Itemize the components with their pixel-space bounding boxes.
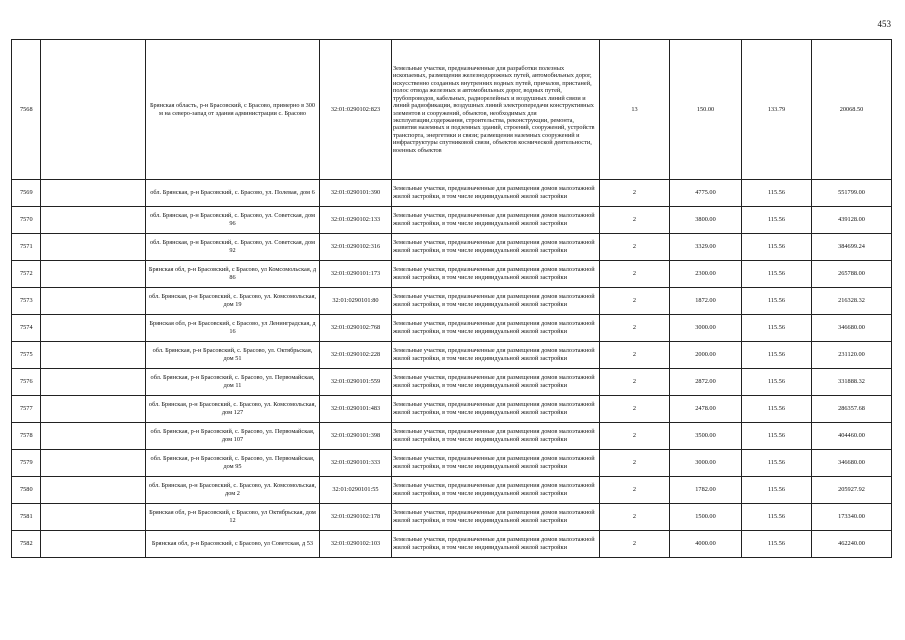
empty-cell <box>41 234 146 261</box>
area-cell: 4000.00 <box>670 531 742 558</box>
area-cell: 1782.00 <box>670 477 742 504</box>
empty-cell <box>41 180 146 207</box>
row-number-cell: 7569 <box>12 180 41 207</box>
cadastral-value-cell: 439128.00 <box>812 207 892 234</box>
cadastral-value-cell: 346680.00 <box>812 450 892 477</box>
area-cell: 3800.00 <box>670 207 742 234</box>
cadastral-number-cell: 32:01:0290102:823 <box>320 40 392 180</box>
cadastral-value-cell: 231120.00 <box>812 342 892 369</box>
area-cell: 2872.00 <box>670 369 742 396</box>
cadastral-number-cell: 32:01:0290101:398 <box>320 423 392 450</box>
cadastral-number-cell: 32:01:0290102:133 <box>320 207 392 234</box>
address-cell: Брянская область, р-н Брасовский, с Брасово, примерно в 300 м на северо-запад от здания администрации с. Брасово <box>146 40 320 180</box>
category-code-cell: 2 <box>600 234 670 261</box>
category-code-cell: 2 <box>600 369 670 396</box>
address-cell: обл. Брянская, р-н Брасовский, с. Брасово, ул. Комсомольская, дом 2 <box>146 477 320 504</box>
category-code-cell: 2 <box>600 207 670 234</box>
address-cell: обл. Брянская, р-н Брасовский, с. Брасово, ул. Полевая, дом 6 <box>146 180 320 207</box>
table-row <box>12 504 892 531</box>
land-use-cell: Земельные участки, предназначенные для размещения домов малоэтажной жилой застройки, в том числе индивидуальной жилой застройки <box>392 450 600 477</box>
cadastral-value-cell: 265788.00 <box>812 261 892 288</box>
row-number-cell: 7580 <box>12 477 41 504</box>
category-code-cell: 2 <box>600 315 670 342</box>
row-number-cell: 7571 <box>12 234 41 261</box>
empty-cell <box>41 450 146 477</box>
empty-cell <box>41 40 146 180</box>
empty-cell <box>41 369 146 396</box>
area-cell: 150.00 <box>670 40 742 180</box>
area-cell: 3500.00 <box>670 423 742 450</box>
address-cell: обл. Брянская, р-н Брасовский, с. Брасово, ул. Советская, дом 92 <box>146 234 320 261</box>
cadastral-number-cell: 32:01:0290102:103 <box>320 531 392 558</box>
cadastral-value-cell: 404460.00 <box>812 423 892 450</box>
address-cell: обл. Брянская, р-н Брасовский, с. Брасово, ул. Октябрьская, дом 51 <box>146 342 320 369</box>
specific-value-cell: 115.56 <box>742 369 812 396</box>
land-use-cell: Земельные участки, предназначенные для размещения домов малоэтажной жилой застройки, в том числе индивидуальной жилой застройки <box>392 207 600 234</box>
specific-value-cell: 115.56 <box>742 477 812 504</box>
page-number: 453 <box>877 19 891 29</box>
specific-value-cell: 115.56 <box>742 342 812 369</box>
table-row <box>12 207 892 234</box>
empty-cell <box>41 531 146 558</box>
cadastral-value-cell: 173340.00 <box>812 504 892 531</box>
specific-value-cell: 115.56 <box>742 531 812 558</box>
cadastral-number-cell: 32:01:0290101:390 <box>320 180 392 207</box>
cadastral-value-cell: 462240.00 <box>812 531 892 558</box>
cadastral-value-cell: 20068.50 <box>812 40 892 180</box>
specific-value-cell: 115.56 <box>742 288 812 315</box>
row-number-cell: 7568 <box>12 40 41 180</box>
table-row <box>12 234 892 261</box>
empty-cell <box>41 288 146 315</box>
table-row <box>12 531 892 558</box>
address-cell: обл. Брянская, р-н Брасовский, с. Брасово, ул. Советская, дом 96 <box>146 207 320 234</box>
cadastral-number-cell: 32:01:0290102:768 <box>320 315 392 342</box>
address-cell: Брянская обл, р-н Брасовский, с Брасово, ул Октябрьская, дом 12 <box>146 504 320 531</box>
table-row <box>12 40 892 180</box>
address-cell: обл. Брянская, р-н Брасовский, с. Брасово, ул. Первомайская, дом 95 <box>146 450 320 477</box>
cadastral-value-cell: 205927.92 <box>812 477 892 504</box>
land-use-cell: Земельные участки, предназначенные для размещения домов малоэтажной жилой застройки, в том числе индивидуальной жилой застройки <box>392 504 600 531</box>
row-number-cell: 7570 <box>12 207 41 234</box>
land-use-cell: Земельные участки, предназначенные для размещения домов малоэтажной жилой застройки, в том числе индивидуальной жилой застройки <box>392 369 600 396</box>
empty-cell <box>41 315 146 342</box>
row-number-cell: 7579 <box>12 450 41 477</box>
land-use-cell: Земельные участки, предназначенные для размещения домов малоэтажной жилой застройки, в том числе индивидуальной жилой застройки <box>392 396 600 423</box>
area-cell: 4775.00 <box>670 180 742 207</box>
empty-cell <box>41 477 146 504</box>
area-cell: 2300.00 <box>670 261 742 288</box>
specific-value-cell: 115.56 <box>742 234 812 261</box>
table-row <box>12 180 892 207</box>
empty-cell <box>41 342 146 369</box>
row-number-cell: 7575 <box>12 342 41 369</box>
specific-value-cell: 115.56 <box>742 261 812 288</box>
row-number-cell: 7572 <box>12 261 41 288</box>
specific-value-cell: 115.56 <box>742 207 812 234</box>
category-code-cell: 2 <box>600 288 670 315</box>
category-code-cell: 2 <box>600 450 670 477</box>
land-use-cell: Земельные участки, предназначенные для размещения домов малоэтажной жилой застройки, в том числе индивидуальной жилой застройки <box>392 180 600 207</box>
row-number-cell: 7578 <box>12 423 41 450</box>
cadastral-value-cell: 286357.68 <box>812 396 892 423</box>
cadastral-number-cell: 32:01:0290101:483 <box>320 396 392 423</box>
category-code-cell: 2 <box>600 261 670 288</box>
row-number-cell: 7573 <box>12 288 41 315</box>
area-cell: 2000.00 <box>670 342 742 369</box>
table-row <box>12 261 892 288</box>
cadastral-number-cell: 32:01:0290101:333 <box>320 450 392 477</box>
table-body <box>12 40 892 558</box>
category-code-cell: 2 <box>600 342 670 369</box>
cadastral-value-cell: 551799.00 <box>812 180 892 207</box>
specific-value-cell: 115.56 <box>742 180 812 207</box>
cadastral-value-cell: 216328.32 <box>812 288 892 315</box>
row-number-cell: 7577 <box>12 396 41 423</box>
address-cell: обл. Брянская, р-н Брасовский, с. Брасово, ул. Комсомольская, дом 127 <box>146 396 320 423</box>
table-row <box>12 477 892 504</box>
cadastral-number-cell: 32:01:0290101:173 <box>320 261 392 288</box>
specific-value-cell: 115.56 <box>742 504 812 531</box>
cadastral-number-cell: 32:01:0290101:559 <box>320 369 392 396</box>
land-use-cell: Земельные участки, предназначенные для размещения домов малоэтажной жилой застройки, в том числе индивидуальной жилой застройки <box>392 261 600 288</box>
table-row <box>12 450 892 477</box>
row-number-cell: 7574 <box>12 315 41 342</box>
empty-cell <box>41 423 146 450</box>
land-use-cell: Земельные участки, предназначенные для размещения домов малоэтажной жилой застройки, в том числе индивидуальной жилой застройки <box>392 234 600 261</box>
land-use-cell: Земельные участки, предназначенные для размещения домов малоэтажной жилой застройки, в том числе индивидуальной жилой застройки <box>392 477 600 504</box>
row-number-cell: 7576 <box>12 369 41 396</box>
category-code-cell: 2 <box>600 504 670 531</box>
cadastral-number-cell: 32:01:0290101:80 <box>320 288 392 315</box>
category-code-cell: 13 <box>600 40 670 180</box>
land-use-cell: Земельные участки, предназначенные для размещения домов малоэтажной жилой застройки, в том числе индивидуальной жилой застройки <box>392 423 600 450</box>
category-code-cell: 2 <box>600 531 670 558</box>
address-cell: обл. Брянская, р-н Брасовский, с. Брасово, ул. Комсомольская, дом 19 <box>146 288 320 315</box>
cadastral-value-cell: 384699.24 <box>812 234 892 261</box>
land-use-cell: Земельные участки, предназначенные для разработки полезных ископаемых, размещения железнодорожных путей, автомобильных дорог, искусственно созданных внутренних водных путей, причалов, пристаней, полос отвода железных и автомобильных дорог, водных путей, трубопроводов, кабельных, радиорелейных и воздушных линий связи и линий радиофикации, воздушных линий электропередачи конструктивных элементов и сооружений, объектов, необходимых для эксплуатации,содержания, строительства, реконструкции, ремонта, развития наземных и подземных зданий, строений, сооружений, устройств транспорта, энергетики и связи; размещения наземных сооружений и инфраструктуры спутниковой связи, объектов космической деятельности, военных объектов <box>392 40 600 180</box>
land-registry-table <box>11 39 892 558</box>
land-use-cell: Земельные участки, предназначенные для размещения домов малоэтажной жилой застройки, в том числе индивидуальной жилой застройки <box>392 288 600 315</box>
table-row <box>12 288 892 315</box>
row-number-cell: 7582 <box>12 531 41 558</box>
land-use-cell: Земельные участки, предназначенные для размещения домов малоэтажной жилой застройки, в том числе индивидуальной жилой застройки <box>392 531 600 558</box>
area-cell: 1500.00 <box>670 504 742 531</box>
address-cell: Брянская обл, р-н Брасовский, с Брасово, ул Советская, д 53 <box>146 531 320 558</box>
specific-value-cell: 133.79 <box>742 40 812 180</box>
address-cell: обл. Брянская, р-н Брасовский, с. Брасово, ул. Первомайская, дом 107 <box>146 423 320 450</box>
table-row <box>12 423 892 450</box>
area-cell: 3000.00 <box>670 315 742 342</box>
empty-cell <box>41 261 146 288</box>
cadastral-number-cell: 32:01:0290102:178 <box>320 504 392 531</box>
category-code-cell: 2 <box>600 477 670 504</box>
empty-cell <box>41 504 146 531</box>
specific-value-cell: 115.56 <box>742 423 812 450</box>
category-code-cell: 2 <box>600 180 670 207</box>
category-code-cell: 2 <box>600 396 670 423</box>
specific-value-cell: 115.56 <box>742 450 812 477</box>
empty-cell <box>41 396 146 423</box>
table-row <box>12 369 892 396</box>
area-cell: 3329.00 <box>670 234 742 261</box>
area-cell: 3000.00 <box>670 450 742 477</box>
empty-cell <box>41 207 146 234</box>
specific-value-cell: 115.56 <box>742 396 812 423</box>
cadastral-value-cell: 346680.00 <box>812 315 892 342</box>
category-code-cell: 2 <box>600 423 670 450</box>
address-cell: обл. Брянская, р-н Брасовский, с. Брасово, ул. Первомайская, дом 11 <box>146 369 320 396</box>
address-cell: Брянская обл, р-н Брасовский, с Брасово, ул Комсомольская, д 86 <box>146 261 320 288</box>
cadastral-value-cell: 331888.32 <box>812 369 892 396</box>
table-row <box>12 396 892 423</box>
area-cell: 1872.00 <box>670 288 742 315</box>
cadastral-number-cell: 32:01:0290102:316 <box>320 234 392 261</box>
cadastral-number-cell: 32:01:0290101:55 <box>320 477 392 504</box>
land-use-cell: Земельные участки, предназначенные для размещения домов малоэтажной жилой застройки, в том числе индивидуальной жилой застройки <box>392 315 600 342</box>
address-cell: Брянская обл, р-н Брасовский, с Брасово, ул Ленинградская, д 16 <box>146 315 320 342</box>
table-row <box>12 342 892 369</box>
area-cell: 2478.00 <box>670 396 742 423</box>
specific-value-cell: 115.56 <box>742 315 812 342</box>
table-row <box>12 315 892 342</box>
row-number-cell: 7581 <box>12 504 41 531</box>
cadastral-number-cell: 32:01:0290102:228 <box>320 342 392 369</box>
land-use-cell: Земельные участки, предназначенные для размещения домов малоэтажной жилой застройки, в том числе индивидуальной жилой застройки <box>392 342 600 369</box>
